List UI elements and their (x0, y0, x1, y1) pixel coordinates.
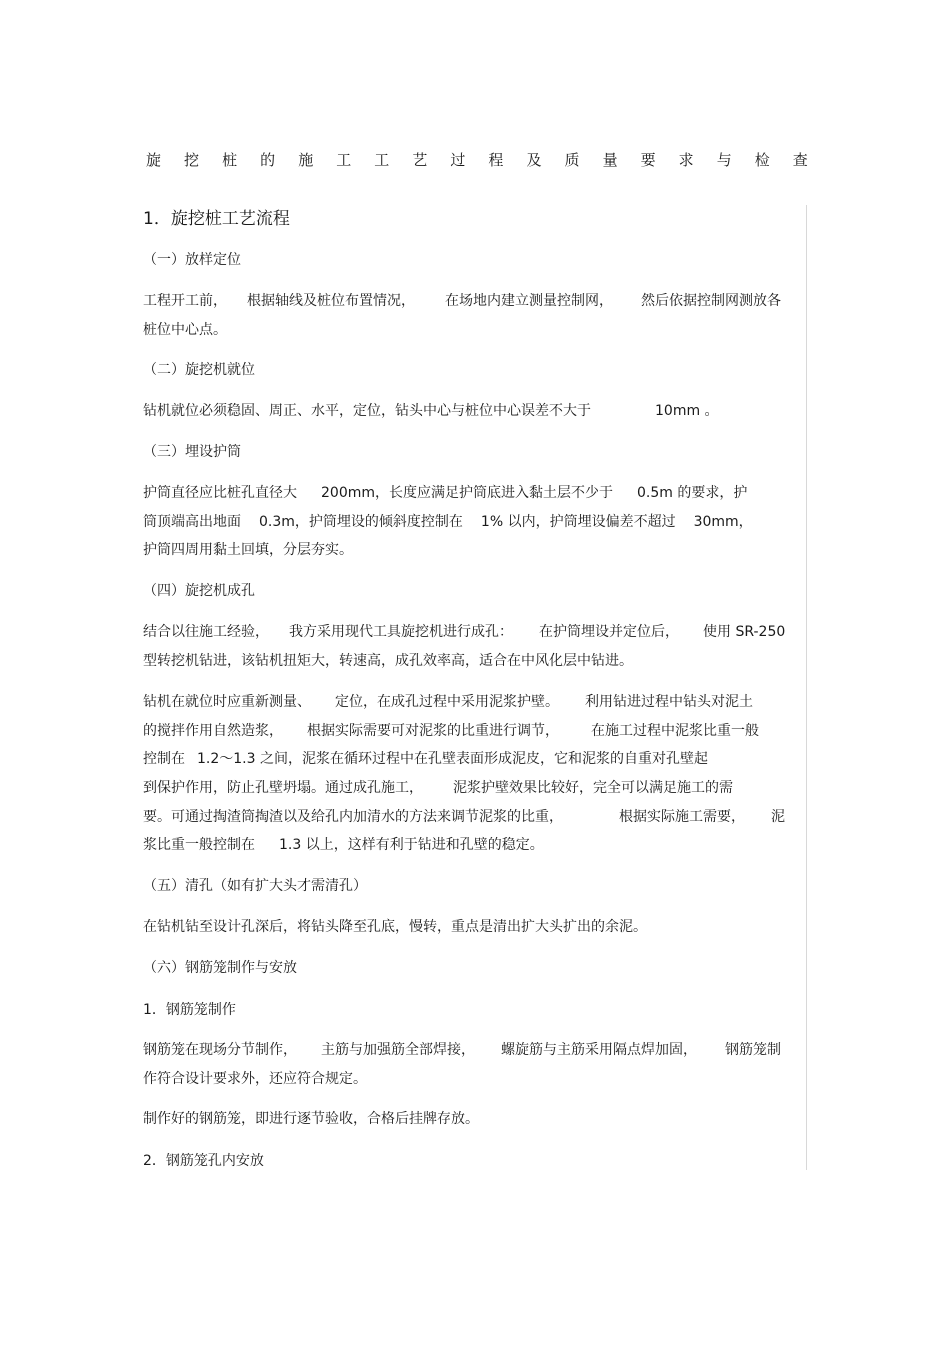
title-char: 质 (564, 151, 580, 169)
section-4-para-2-line-6: 浆比重一般控制在 1.3 以上，这样有利于钻进和孔壁的稳定。 (143, 837, 544, 853)
title-char: 的 (260, 151, 276, 169)
title-char: 工 (336, 151, 352, 169)
title-char: 要 (640, 151, 656, 169)
title-char: 桩 (222, 151, 238, 169)
section-4-para-2-line-4: 到保护作用，防止孔壁坍塌。通过成孔施工， 泥浆护壁效果比较好，完全可以满足施工的需 (143, 780, 733, 796)
title-char: 量 (602, 151, 618, 169)
title-char: 查 (792, 151, 808, 169)
section-3-title: （三）埋设护筒 (143, 444, 241, 460)
section-2-title: （二）旋挖机就位 (143, 362, 255, 378)
section-6-subheading-2: 2．钢筋笼孔内安放 (143, 1153, 264, 1169)
section-4-para-2-line-5: 要。可通过掏渣筒掏渣以及给孔内加清水的方法来调节泥浆的比重， 根据实际施工需要， 泥 (143, 809, 785, 825)
section-5-line-1: 在钻机钻至设计孔深后，将钻头降至孔底，慢转，重点是清出扩大头扩出的余泥。 (143, 919, 647, 935)
page-title (146, 149, 808, 170)
section-3-line-1: 护筒直径应比桩孔直径大 200mm，长度应满足护筒底进入黏土层不少于 0.5m 的要求，护 (143, 485, 748, 501)
section-6-title: （六）钢筋笼制作与安放 (143, 960, 297, 976)
title-char: 过 (450, 151, 466, 169)
title-char: 求 (678, 151, 694, 169)
section-3-line-3: 护筒四周用黏土回填，分层夯实。 (143, 542, 353, 558)
title-char: 施 (298, 151, 314, 169)
title-char: 检 (754, 151, 770, 169)
heading-1: 1．旋挖桩工艺流程 (143, 209, 290, 229)
section-2-line-1: 钻机就位必须稳固、周正、水平，定位，钻头中心与桩位中心误差不大于 10mm 。 (143, 403, 719, 419)
section-4-para-1-line-1: 结合以往施工经验， 我方采用现代工具旋挖机进行成孔： 在护筒埋设并定位后， 使用 SR-250 (143, 624, 786, 640)
section-6-para-1-line-1: 钢筋笼在现场分节制作， 主筋与加强筋全部焊接， 螺旋筋与主筋采用隔点焊加固， 钢筋笼制 (143, 1042, 781, 1058)
section-1-line-2: 桩位中心点。 (143, 322, 227, 338)
title-char: 工 (374, 151, 390, 169)
title-char: 艺 (412, 151, 428, 169)
section-5-title: （五）清孔（如有扩大头才需清孔） (143, 878, 367, 894)
title-char: 挖 (184, 151, 200, 169)
section-3-line-2: 筒顶端高出地面 0.3m，护筒埋设的倾斜度控制在 1% 以内，护筒埋设偏差不超过 30mm， (143, 514, 753, 530)
title-char: 旋 (146, 151, 162, 169)
title-char: 程 (488, 151, 504, 169)
margin-rule (806, 205, 807, 1170)
section-1-title: （一）放样定位 (143, 252, 241, 268)
section-4-title: （四）旋挖机成孔 (143, 583, 255, 599)
section-4-para-2-line-2: 的搅拌作用自然造浆， 根据实际需要可对泥浆的比重进行调节， 在施工过程中泥浆比重一般 (143, 723, 759, 739)
section-4-para-1-line-2: 型转挖机钻进，该钻机扭矩大，转速高，成孔效率高，适合在中风化层中钻进。 (143, 653, 633, 669)
section-6-subheading-1: 1．钢筋笼制作 (143, 1002, 236, 1018)
section-6-para-2-line-1: 制作好的钢筋笼，即进行逐节验收，合格后挂牌存放。 (143, 1111, 479, 1127)
title-char: 及 (526, 151, 542, 169)
title-char: 与 (716, 151, 732, 169)
section-6-para-1-line-2: 作符合设计要求外，还应符合规定。 (143, 1071, 367, 1087)
section-4-para-2-line-3: 控制在 1.2～1.3 之间，泥浆在循环过程中在孔壁表面形成泥皮，它和泥浆的自重对孔壁起 (143, 751, 708, 767)
section-1-line-1: 工程开工前， 根据轴线及桩位布置情况， 在场地内建立测量控制网， 然后依据控制网测放各 (143, 293, 781, 309)
section-4-para-2-line-1: 钻机在就位时应重新测量、 定位，在成孔过程中采用泥浆护壁。 利用钻进过程中钻头对泥土 (143, 694, 753, 710)
